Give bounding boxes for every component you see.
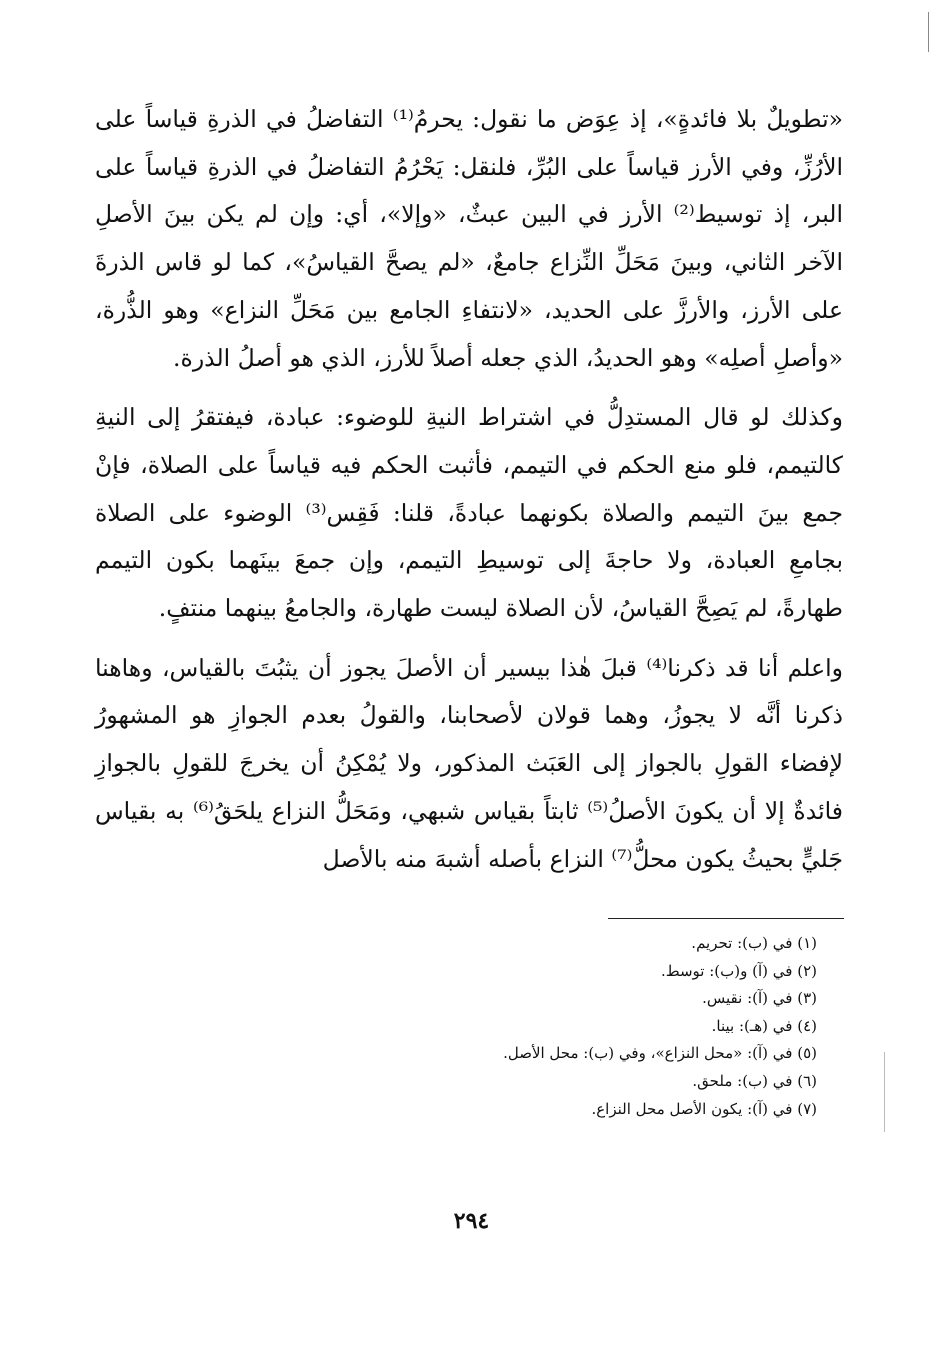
paragraph-2: وكذلك لو قال المستدِلُّ في اشتراط النيةِ للوضوء: عبادة، فيفتقرُ إلى النيةِ كالتيمم، فلو منع الحكم في التيمم، فأثبت الحكم فيه قياساً على الصلاة، فإنْ جمع بينَ التيمم والصلاة بكونهما عبادةً، قلنا: فَقِس⁽³⁾ الوضوء على الصلاة بجامعِ العبادة، ولا حاجةَ إلى توسيطِ التيمم، وإن جمعَ بينَهما بكون التيمم طهارةً، لم يَصِحَّ القياسُ، لأن الصلاة ليست طهارة، والجامعُ بينهما منتفٍ. (95, 403, 844, 623)
footnote-3: (٣) في (آ): نقيس. (702, 989, 817, 1008)
footnote-separator (608, 918, 844, 919)
footnote-5: (٥) في (آ): «محل النزاع»، وفي (ب): محل الأصل. (503, 1044, 817, 1063)
footnote-6: (٦) في (ب): ملحق. (692, 1071, 817, 1090)
footnote-4: (٤) في (هـ): بينا. (711, 1016, 817, 1035)
paragraph-1: «تطويلٌ بلا فائدةٍ»، إذ عِوَض ما نقول: يحرمُ⁽¹⁾ التفاضلُ في الذرةِ قياساً على الأرُزِّ، وفي الأرز قياساً على البُرِّ، فلنقل: يَحْرُمُ التفاضلُ في الذرةِ قياساً على البر، إذ توسيط⁽²⁾ الأرز في البين عبثٌ، «وإلا»، أي: وإن لم يكن بينَ الأصلِ الآخر الثاني، وبينَ مَحَلِّ النِّزاع جامعٌ، «لم يصحَّ القياسُ»، كما لو قاس الذرةَ على الأرز، والأرزَّ على الحديد، «لانتفاءِ الجامع بين مَحَلِّ النزاع» وهو الذُّرة، «وأصلِ أصلِه» وهو الحديدُ، الذي جعله أصلاً للأرز، الذي هو أصلُ الذرة. (95, 105, 843, 372)
footnote-7: (٧) في (آ): يكون الأصل محل النزاع. (591, 1099, 817, 1118)
page-number: ٢٩٤ (453, 1208, 490, 1234)
footnote-1: (١) في (ب): تحريم. (691, 934, 817, 952)
footnotes (257, 930, 817, 1123)
footnote-2: (٢) في (آ) و(ب): توسط. (660, 961, 817, 980)
main-text (95, 96, 843, 883)
scan-margin-mark (884, 1052, 885, 1132)
scan-edge-mark (928, 12, 929, 52)
paragraph-3: واعلم أنا قد ذكرنا⁽⁴⁾ قبلَ هٰذا بيسير أن الأصلَ يجوز أن يثبُتَ بالقياس، وهاهنا ذكرنا أنَّه لا يجوزُ، وهما قولان لأصحابنا، والقولُ بعدم الجوازِ هو المشهورُ لإفضاء القولِ بالجواز إلى العَبَث المذكور، ولا يُمْكِنُ أن يخرجَ للقولِ بالجوازِ فائدةٌ إلا أن يكونَ الأصلُ⁽⁵⁾ ثابتاً بقياس شبهي، ومَحَلُّ النزاع يلحَقُ⁽⁶⁾ به بقياس جَليٍّ بحيثُ يكون محلُّ⁽⁷⁾ النزاع بأصله أشبهَ منه بالأصل (95, 653, 843, 873)
